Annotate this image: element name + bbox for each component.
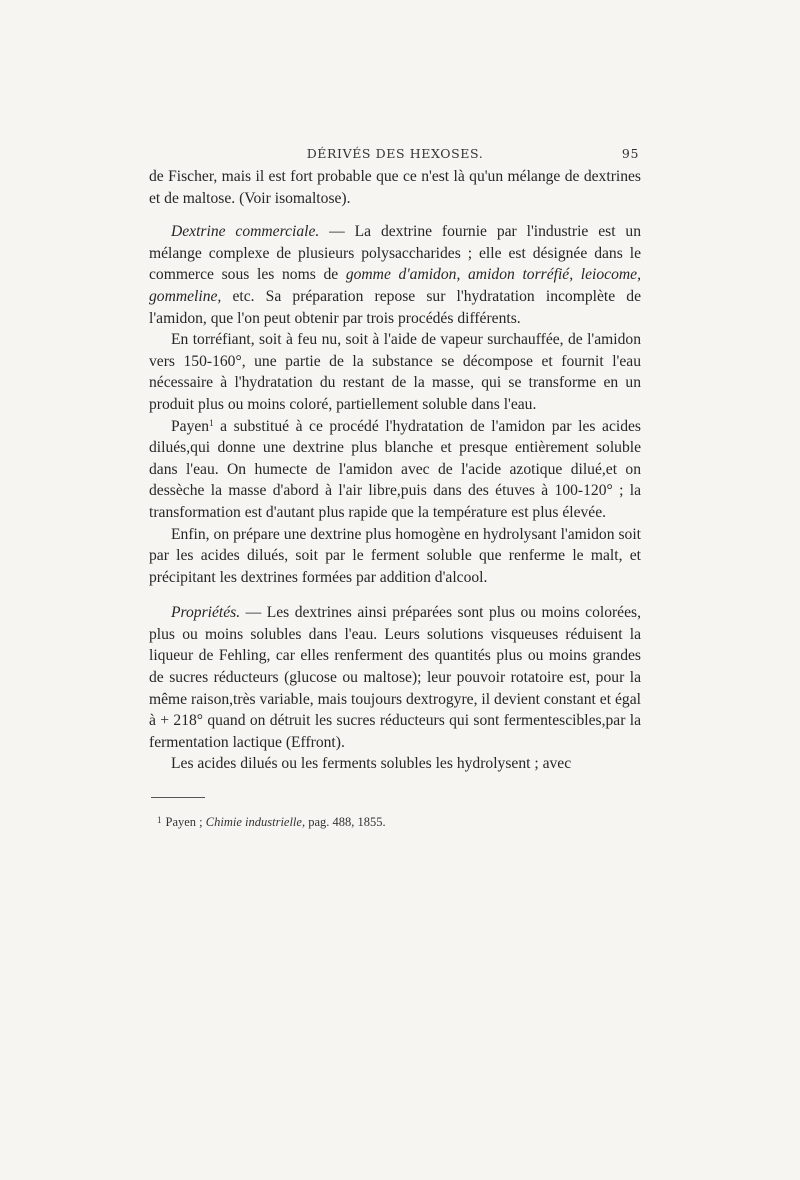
running-title: DÉRIVÉS DES HEXOSES. — [306, 146, 484, 161]
paragraph-text: Les acides dilués ou les ferments solubles les hydrolysent ; avec — [171, 755, 572, 773]
body-text — [149, 166, 641, 775]
italic-terms: gomme d'amidon, amidon torréfié, leiocome, gommeline, — [149, 266, 641, 305]
section-lead-proprietes: Propriétés. — [171, 604, 241, 622]
paragraph-proprietes — [149, 602, 641, 753]
footnote-reference: 1 — [209, 417, 214, 428]
paragraph-text: de Fischer, mais il est fort probable que ce n'est là qu'un mélange de dextrines et de maltose. (Voir isomaltose). — [149, 168, 641, 207]
footnote-rule — [151, 797, 205, 798]
page — [149, 146, 641, 830]
footnote-author: Payen ; — [165, 815, 203, 830]
paragraph-text: En torréfiant, soit à feu nu, soit à l'aide de vapeur surchauffée, de l'amidon vers 150-160°, une partie de la substance se décompose et fournit l'eau nécessaire à l'hydratation du restant de la masse, qui se transforme en un produit plus ou moins coloré, partiellement soluble dans l'eau. — [149, 331, 641, 413]
paragraph-acides — [149, 753, 641, 775]
paragraph-text: — Les dextrines ainsi préparées sont plus ou moins colorées, plus ou moins solubles dans l'eau. Leurs solutions visqueuses réduisent la liqueur de Fehling, car elles renferment des quantités plus ou moins grandes de sucres réducteurs (glucose ou maltose); leur pouvoir rotatoire est, pour la même raison,très variable, mais toujours dextrogyre, il devient constant et égal à + 218° quand on détruit les sucres réducteurs qui sont fermentescibles,par la fermentation lactique (Effront). — [149, 604, 641, 751]
paragraph-text: Enfin, on prépare une dextrine plus homogène en hydrolysant l'amidon soit par les acides dilués, soit par le ferment soluble que renferme le malt, et précipitant les dextrines formées par addition d'alcool. — [149, 525, 641, 586]
paragraph-dextrine-commerciale — [149, 221, 641, 329]
running-head — [149, 146, 641, 166]
section-lead-dextrine-commerciale: Dextrine commerciale. — [171, 223, 320, 241]
paragraph-torrefiant — [149, 329, 641, 415]
paragraph-text: Payen — [171, 417, 210, 435]
footnote-title: Chimie industrielle, — [205, 815, 306, 830]
page-number: 95 — [621, 146, 639, 161]
footnote — [157, 812, 641, 830]
paragraph-text: etc. Sa préparation repose sur l'hydratation incomplète de l'amidon, que l'on peut obtenir par trois procédés différents. — [149, 287, 641, 327]
paragraph-text: a substitué à ce procédé l'hydratation de l'amidon par les acides dilués,qui donne une dextrine plus blanche et presque entièrement soluble dans l'eau. On humecte de l'amidon avec de l'acide azotique dilué,et on dessèche la masse d'abord à l'air libre,puis dans des étuves à 100-120° ; la transformation est d'autant plus rapide que la température est plus élevée. — [149, 417, 641, 521]
paragraph-continuation — [149, 166, 641, 209]
footnote-rest: pag. 488, 1855. — [308, 815, 386, 830]
paragraph-enfin — [149, 524, 641, 589]
paragraph-text: — La dextrine fournie par l'industrie est un mélange complexe de plusieurs polysaccharides ; elle est désignée dans le commerce sous les noms de — [149, 223, 642, 284]
paragraph-payen — [149, 416, 641, 524]
footnote-mark: 1 — [157, 815, 162, 826]
